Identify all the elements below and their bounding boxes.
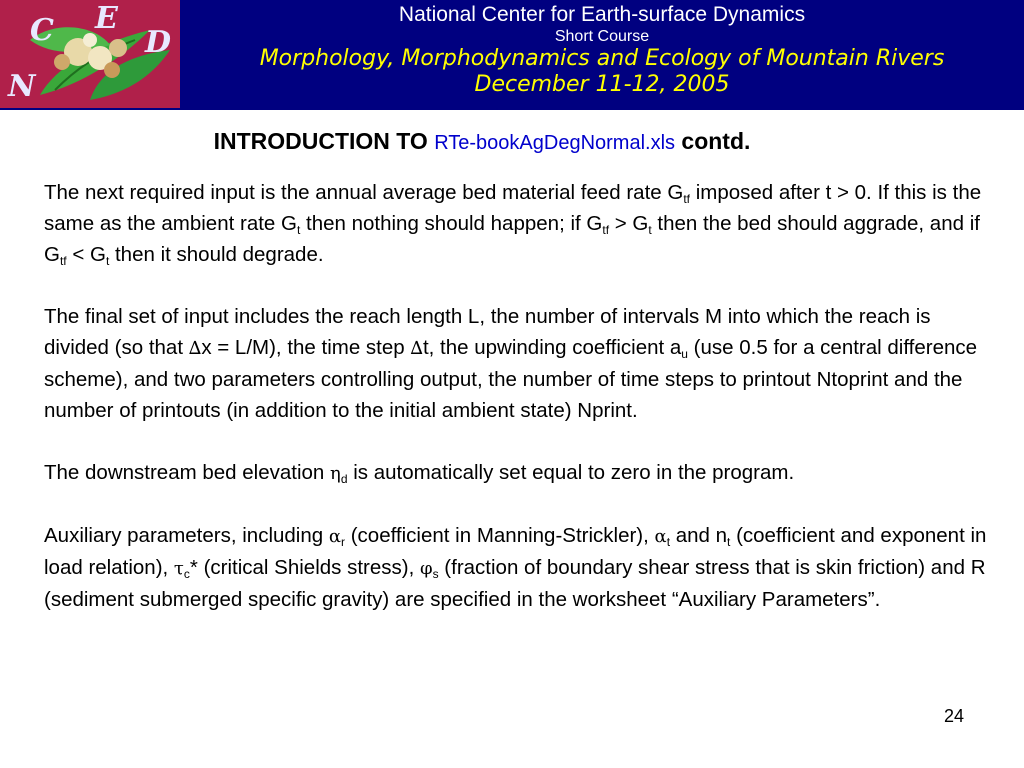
- text: is automatically set equal to zero in the program.: [347, 461, 795, 484]
- text: The downstream bed elevation: [44, 461, 331, 484]
- alpha-symbol: α: [328, 526, 342, 547]
- subscript: t: [648, 223, 652, 237]
- title-suffix: contd.: [681, 128, 751, 154]
- course-type: Short Course: [554, 28, 650, 45]
- subscript: tf: [602, 223, 610, 237]
- text: (coefficient in Manning-Strickler),: [345, 524, 655, 547]
- tau-symbol: τ: [173, 558, 184, 579]
- subscript: tf: [59, 254, 67, 268]
- text: then it should degrade.: [109, 243, 324, 266]
- title-filename: RTe-bookAgDegNormal.xls: [434, 132, 676, 154]
- text: imposed after t > 0. If this is the same as the ambient rate G: [44, 181, 982, 235]
- page-number: 24: [943, 706, 964, 726]
- paragraph-feed-rate: [44, 177, 989, 270]
- title-prefix: INTRODUCTION TO: [213, 128, 428, 154]
- logo-letter-d: D: [145, 25, 172, 60]
- subscript: u: [681, 347, 688, 361]
- subscript: tf: [683, 192, 690, 206]
- delta-symbol: ∆: [188, 338, 202, 359]
- text: > G: [609, 212, 649, 235]
- text: * (critical Shields stress),: [189, 556, 420, 579]
- paragraph-auxiliary-parameters: [44, 520, 989, 615]
- slide-body: [44, 177, 989, 646]
- text: (coefficient and exponent in load relation),: [44, 524, 987, 579]
- text: The final set of input includes the reach length L, the number of intervals M into which the reach is divided (so that: [44, 305, 931, 359]
- text: Auxiliary parameters, including: [44, 524, 329, 547]
- text: (fraction of boundary shear stress that is skin friction) and R (sediment submerged specific gravity) are specified in the worksheet “Auxiliary Parameters”.: [44, 556, 986, 611]
- phi-symbol: φ: [420, 558, 433, 579]
- text: The next required input is the annual average bed material feed rate G: [44, 181, 684, 204]
- slide-title: [0, 128, 964, 155]
- subscript: c: [183, 567, 190, 581]
- course-title: Morphology, Morphodynamics and Ecology of Mountain Rivers: [259, 46, 945, 71]
- paragraph-final-input: [44, 301, 989, 426]
- text: (use 0.5 for a central difference scheme), and two parameters controlling output, the number of time steps to printout Ntoprint and the number of printouts (in addition to the initial ambient state) Nprint.: [44, 336, 978, 422]
- text: and n: [670, 524, 728, 547]
- subscript: t: [296, 223, 301, 237]
- course-dates: December 11-12, 2005: [474, 72, 730, 97]
- delta-symbol: ∆: [410, 338, 423, 359]
- nced-logo: [0, 0, 180, 108]
- subscript: t: [727, 535, 731, 549]
- logo-letter-n: N: [8, 69, 36, 104]
- text: then nothing should happen; if G: [300, 212, 603, 235]
- subscript: t: [666, 535, 671, 549]
- text: t, the upwinding coefficient a: [422, 336, 682, 359]
- alpha-symbol: α: [654, 526, 667, 547]
- eta-symbol: η: [330, 463, 341, 484]
- logo-graphic: [0, 0, 180, 108]
- subscript: s: [432, 567, 439, 581]
- header-text: [180, 0, 1024, 98]
- text: then the bed should aggrade, and if G: [44, 212, 980, 266]
- text: < G: [66, 243, 106, 266]
- text: x = L/M), the time step: [201, 336, 411, 359]
- paragraph-downstream-elevation: [44, 457, 989, 489]
- logo-letter-c: C: [30, 13, 54, 48]
- subscript: d: [340, 472, 348, 486]
- subscript: r: [341, 535, 346, 549]
- org-name: National Center for Earth-surface Dynamics: [398, 3, 806, 26]
- header-banner: [0, 0, 1024, 110]
- logo-letter-e: E: [95, 1, 118, 36]
- subscript: t: [105, 254, 110, 268]
